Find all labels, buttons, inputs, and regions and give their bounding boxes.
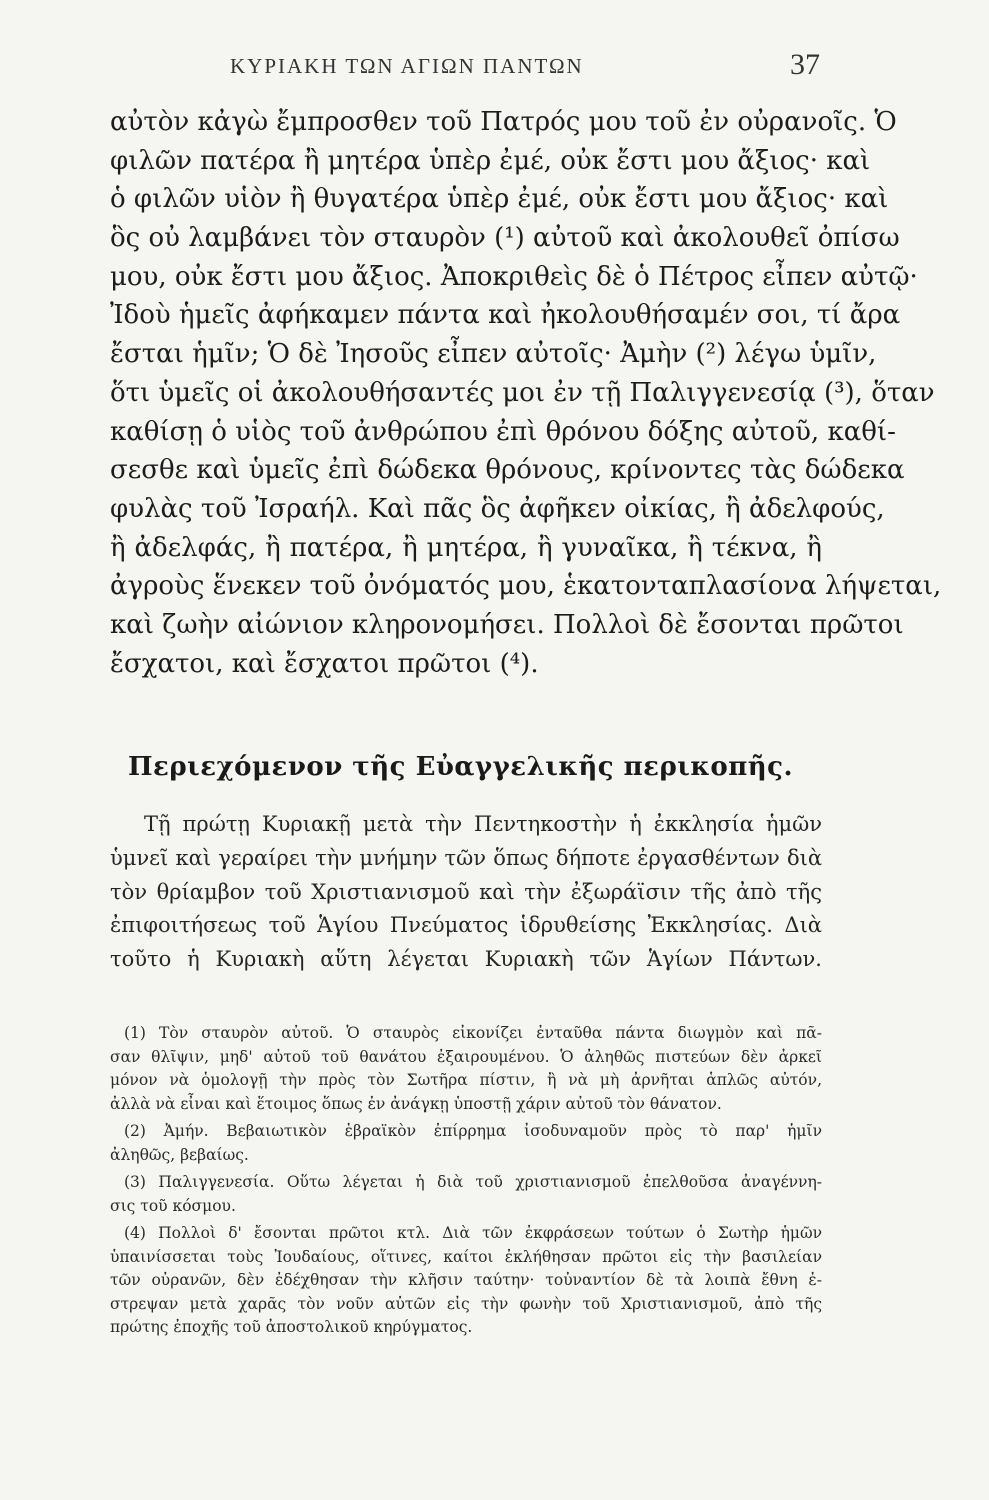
text-line: Ἰδοὺ ἡμεῖς ἀφήκαμεν πάντα καὶ ἠκολουθήσαμέν σοι, τί ἄρα: [110, 300, 901, 331]
page-number: 37: [790, 48, 820, 81]
text-line: μου, οὐκ ἔστι μου ἄξιος. Ἀποκριθεὶς δὲ ὁ Πέτρος εἶπεν αὐτῷ·: [110, 261, 918, 292]
text-line: καὶ ζωὴν αἰώνιον κληρονομήσει. Πολλοὶ δὲ ἔσονται πρῶτοι: [110, 609, 904, 640]
footnote-line: ὑπαινίσσεται τοὺς Ἰουδαίους, οἵτινες, καίτοι ἐκλήθησαν πρῶτοι εἰς τὴν βασιλείαν: [110, 1247, 822, 1266]
text-line: σεσθε καὶ ὑμεῖς ἐπὶ δώδεκα θρόνους, κρίνοντες τὰς δώδεκα: [110, 455, 905, 486]
text-line: ἐπιφοιτήσεως τοῦ Ἁγίου Πνεύματος ἱδρυθείσης Ἐκκλησίας. Διὰ: [110, 913, 822, 938]
text-line: ὁ φιλῶν υἱὸν ἢ θυγατέρα ὑπὲρ ἐμέ, οὐκ ἔστι μου ἄξιος· καὶ: [110, 184, 889, 215]
footnote-line: (3) Παλιγγενεσία. Οὕτω λέγεται ἡ διὰ τοῦ χριστιανισμοῦ ἐπελθοῦσα ἀναγέννη-: [124, 1173, 822, 1191]
footnote-line: τῶν οὐρανῶν, δὲν ἐδέχθησαν τὴν κλῆσιν ταύτην· τοὐναντίον δὲ τὰ λοιπὰ ἔθνη ἐ-: [110, 1271, 822, 1289]
footnote-line: σαν θλῖψιν, μηδ' αὐτοῦ τοῦ θανάτου ἐξαιρουμένου. Ὁ ἀληθῶς πιστεύων δὲν ἀρκεῖ: [110, 1047, 822, 1066]
footnote-line: στρεψαν μετὰ χαρᾶς τὸν νοῦν αὐτῶν εἰς τὴν φωνὴν τοῦ Χριστιανισμοῦ, ἀπὸ τῆς: [110, 1294, 822, 1313]
text-line: φιλῶν πατέρα ἢ μητέρα ὑπὲρ ἐμέ, οὐκ ἔστι μου ἄξιος· καὶ: [110, 145, 871, 176]
text-line: ἀγροὺς ἕνεκεν τοῦ ὀνόματός μου, ἑκατονταπλασίονα λήψεται,: [110, 571, 942, 602]
footnote-line: (1) Τὸν σταυρὸν αὐτοῦ. Ὁ σταυρὸς εἰκονίζει ἐνταῦθα πάντα διωγμὸν καὶ πᾶ-: [124, 1024, 822, 1042]
text-line: Τῇ πρώτῃ Κυριακῇ μετὰ τὴν Πεντηκοστὴν ἡ ἐκκλησία ἡμῶν: [144, 812, 822, 836]
footnote-line: ἀληθῶς, βεβαίως.: [110, 1145, 249, 1164]
text-line: ἔσται ἡμῖν; Ὁ δὲ Ἰησοῦς εἶπεν αὐτοῖς· Ἀμὴν (²) λέγω ὑμῖν,: [110, 339, 877, 370]
footnote-line: πρώτης ἐποχῆς τοῦ ἀποστολικοῦ κηρύγματος.: [110, 1318, 473, 1336]
text-line: ὃς οὐ λαμβάνει τὸν σταυρὸν (¹) αὐτοῦ καὶ ἀκολουθεῖ ὀπίσω: [110, 223, 900, 254]
text-line: καθίσῃ ὁ υἱὸς τοῦ ἀνθρώπου ἐπὶ θρόνου δόξης αὐτοῦ, καθί-: [110, 416, 896, 447]
footnote-line: μόνον νὰ ὁμολογῇ τὴν πρὸς τὸν Σωτῆρα πίστιν, ἢ νὰ μὴ ἀρνῆται ἁπλῶς αὐτόν,: [110, 1071, 822, 1089]
footnote-line: ἀλλὰ νὰ εἶναι καὶ ἕτοιμος ὅπως ἐν ἀνάγκῃ ὑποστῇ χάριν αὐτοῦ τὸν θάνατον.: [110, 1094, 722, 1113]
text-line: ἢ ἀδελφάς, ἢ πατέρα, ἢ μητέρα, ἢ γυναῖκα, ἢ τέκνα, ἢ: [110, 532, 822, 563]
section-text: [110, 808, 822, 977]
text-line: αὐτὸν κἀγὼ ἔμπροσθεν τοῦ Πατρός μου τοῦ ἐν οὐρανοῖς. Ὁ: [110, 107, 897, 137]
text-line: ὑμνεῖ καὶ γεραίρει τὴν μνήμην τῶν ὅπως δήποτε ἐργασθέντων διὰ: [110, 845, 822, 870]
text-line: τὸν θρίαμβον τοῦ Χριστιανισμοῦ καὶ τὴν ἐξωράϊσιν τῆς ἀπὸ τῆς: [110, 879, 822, 904]
footnote-line: σις τοῦ κόσμου.: [110, 1196, 236, 1215]
running-head: [110, 48, 820, 88]
running-title: ΚΥΡΙΑΚΗ ΤΩΝ ΑΓΙΩΝ ΠΑΝΤΩΝ: [230, 54, 584, 78]
text-line: ἔσχατοι, καὶ ἔσχατοι πρῶτοι (⁴).: [110, 648, 539, 679]
text-line: φυλὰς τοῦ Ἰσραήλ. Καὶ πᾶς ὃς ἀφῆκεν οἰκίας, ἢ ἀδελφούς,: [110, 493, 885, 524]
footnote-line: (2) Ἀμήν. Βεβαιωτικὸν ἑβραϊκὸν ἐπίρρημα ἰσοδυναμοῦν πρὸς τὸ παρ' ἡμῖν: [124, 1122, 822, 1140]
footnote-line: (4) Πολλοὶ δ' ἔσονται πρῶτοι κτλ. Διὰ τῶν ἐκφράσεων τούτων ὁ Σωτὴρ ἡμῶν: [124, 1224, 822, 1242]
text-line: ὅτι ὑμεῖς οἱ ἀκολουθήσαντές μοι ἐν τῇ Παλιγγενεσίᾳ (³), ὅταν: [110, 377, 935, 408]
section-heading: Περιεχόμενον τῆς Εὐαγγελικῆς περικοπῆς.: [128, 752, 794, 782]
gospel-text: [110, 103, 942, 683]
text-line: τοῦτο ἡ Κυριακὴ αὕτη λέγεται Κυριακὴ τῶν Ἁγίων Πάντων.: [110, 947, 822, 972]
footnotes: [110, 1022, 822, 1340]
